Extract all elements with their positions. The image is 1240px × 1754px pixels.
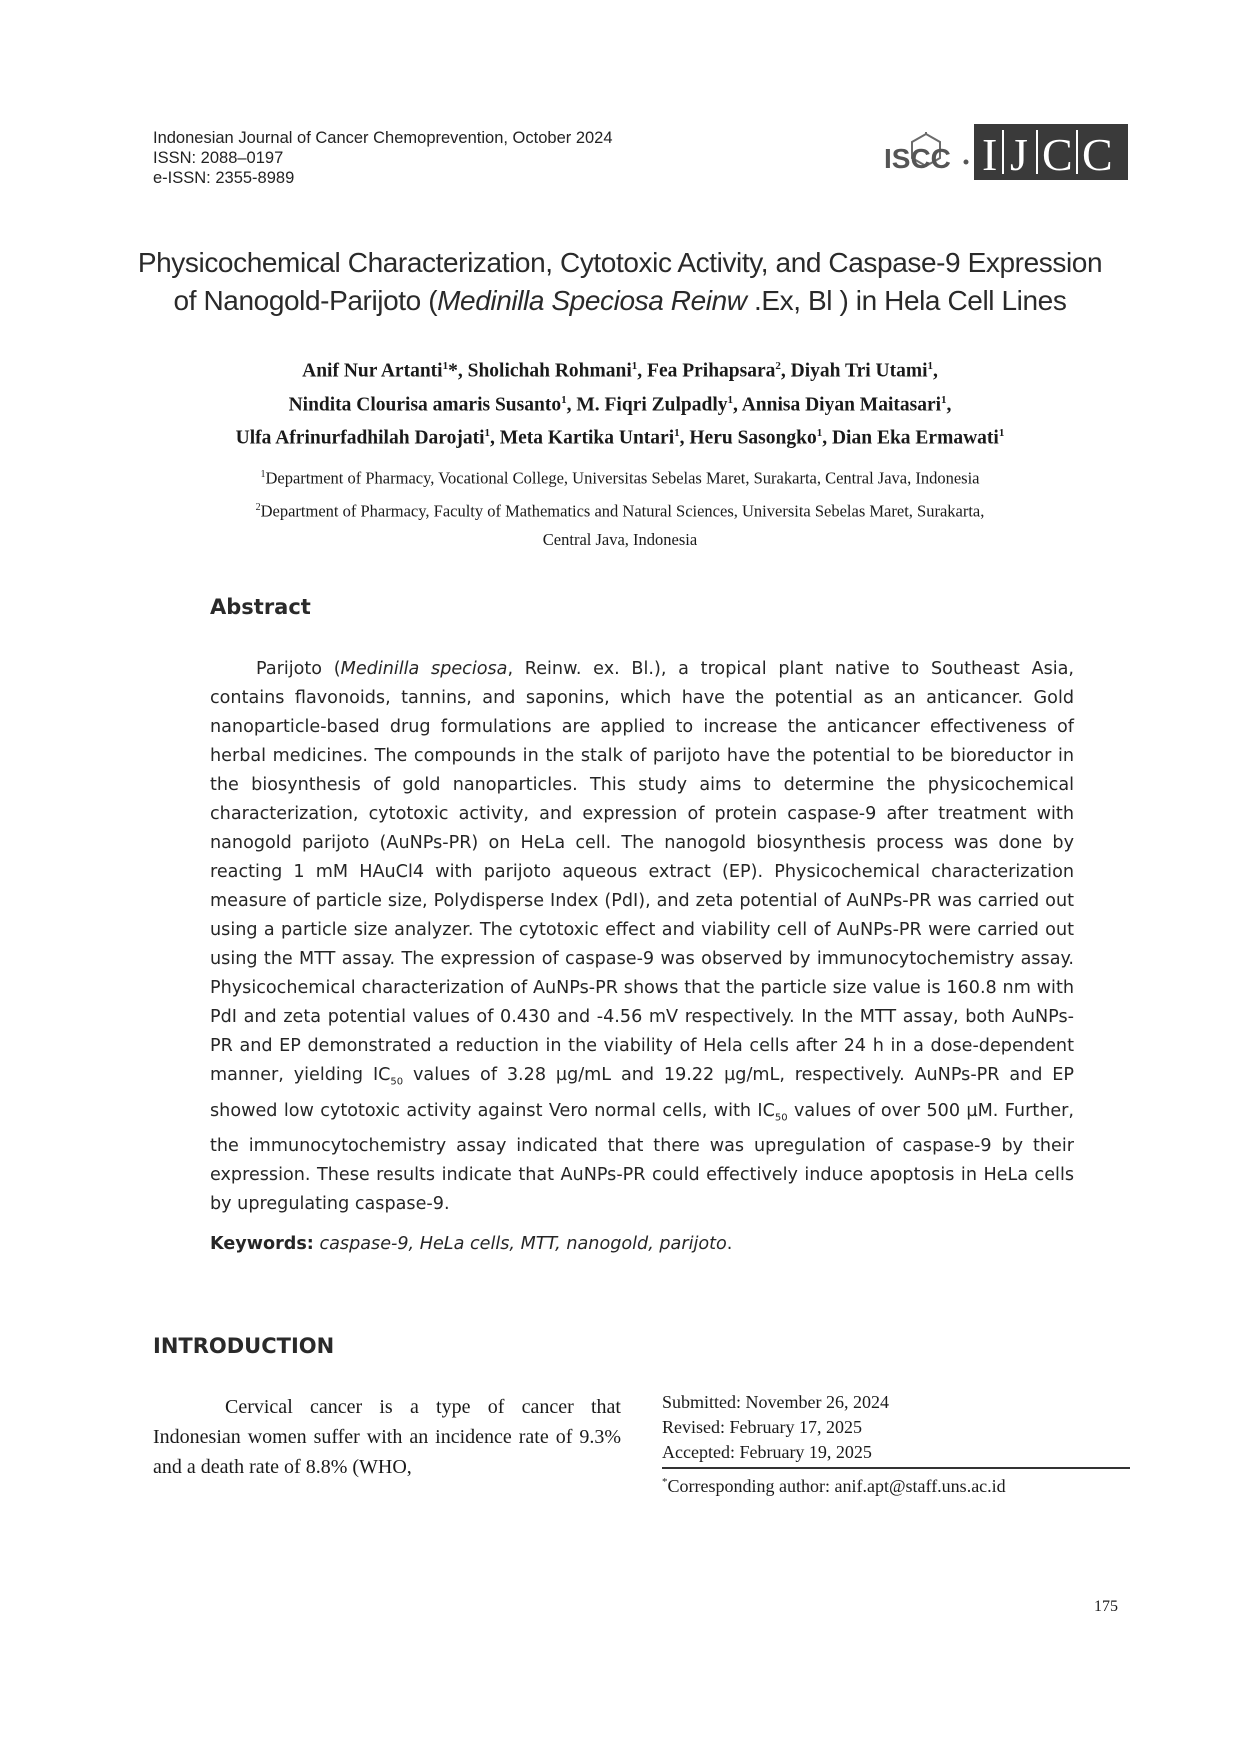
title-line-2: of Nanogold-Parijoto (Medinilla Speciosa Reinw .Ex, Bl ) in Hela Cell Lines xyxy=(173,285,1067,316)
abstract-paragraph: Parijoto (Medinilla speciosa, Reinw. ex. Bl.), a tropical plant native to Southeast Asia, contains flavonoids, tannins, and saponins, which have the potential as an anticancer. Gold nanoparticle-based drug formulations are applied to increase the anticancer effectiveness of herbal medicines. The compounds in the stalk of parijoto have the potential to be bioreductor in the biosynthesis of gold nanoparticles. This study aims to determine the physicochemical characterization, cytotoxic activity, and expression of protein caspase-9 after treatment with nanogold parijoto (AuNPs-PR) on HeLa cell. The nanogold biosynthesis process was done by reacting 1 mM HAuCl4 with parijoto aqueous extract (EP). Physicochemical characterization measure of particle size, Polydisperse Index (PdI), and zeta potential of AuNPs-PR was carried out using a particle size analyzer. The cytotoxic effect and viability cell of AuNPs-PR were carried out using the MTT assay. The expression of caspase-9 was observed by immunocytochemistry assay. Physicochemical characterization of AuNPs-PR shows that the particle size value is 160.8 nm with PdI and zeta potential values of 0.430 and -4.56 mV respectively. In the MTT assay, both AuNPs-PR and EP demonstrated a reduction in the viability of Hela cells after 24 h in a dose-dependent manner, yielding $IC_{50}$ values of 3.28 µg/mL and 19.22 µg/mL, respectively. AuNPs-PR and EP showed low cytotoxic activity against Vero normal cells, with $IC_{50}$ values of over 500 µM. Further, the immunocytochemistry assay indicated that there was upregulation of caspase-9 by their expression. These results indicate that AuNPs-PR could effectively induce apoptosis in HeLa cells by upregulating caspase-9. xyxy=(210,659,1075,1215)
affiliation-2-cont: Central Java, Indonesia xyxy=(542,530,698,549)
keywords-values: caspase-9, HeLa cells, MTT, nanogold, parijoto xyxy=(319,1234,727,1254)
author-line-2: Nindita Clourisa amaris Susanto$^1$, M. Fiqri Zulpadly$^1$, Annisa Diyan Maitasari$^1$, xyxy=(288,393,952,415)
svg-text:ISCC: ISCC xyxy=(884,143,951,174)
corresponding-author: *Corresponding author: anif.apt@staff.uns.ac.id xyxy=(662,1476,1006,1496)
date-accepted: Accepted: February 19, 2025 xyxy=(662,1442,872,1462)
date-submitted: Submitted: November 26, 2024 xyxy=(662,1392,889,1412)
issn: ISSN: 2088–0197 xyxy=(153,149,284,167)
introduction-text: Cervical cancer is a type of cancer that Indonesian women suffer with an incidence rate of 9.3% and a death rate of 8.8% (WHO, xyxy=(153,1396,621,1478)
author-line-3: Ulfa Afrinurfadhilah Darojati$^1$, Meta Kartika Untari$^1$, Heru Sasongko$^1$, Dian Eka Ermawati$^1$ xyxy=(235,427,1005,449)
keywords-label: Keywords: xyxy=(210,1234,314,1254)
author-list xyxy=(130,352,1110,453)
ijcc-logo xyxy=(974,124,1128,180)
svg-text:J: J xyxy=(1010,129,1028,180)
author-line-1: Anif Nur Artanti$^1$*, Sholichah Rohmani$^1$, Fea Prihapsara$^2$, Diyah Tri Utami$^1$, xyxy=(302,360,938,382)
affiliations xyxy=(150,460,1090,554)
title-line-1: Physicochemical Characterization, Cytotoxic Activity, and Caspase-9 Expression xyxy=(137,247,1103,278)
page-number: 175 xyxy=(1094,1598,1118,1615)
eissn: e-ISSN: 2355-8989 xyxy=(153,169,295,187)
journal-header xyxy=(153,128,613,188)
svg-text:I: I xyxy=(982,129,998,180)
svg-text:C: C xyxy=(1082,129,1113,180)
affiliation-1: $^1$Department of Pharmacy, Vocational College, Universitas Sebelas Maret, Surakarta, Central Java, Indonesia xyxy=(260,468,980,488)
date-revised: Revised: February 17, 2025 xyxy=(662,1417,862,1437)
submission-dates xyxy=(662,1390,889,1465)
journal-name: Indonesian Journal of Cancer Chemoprevention, October 2024 xyxy=(153,129,613,147)
footnote-divider xyxy=(662,1467,1130,1469)
introduction-heading: INTRODUCTION xyxy=(153,1334,335,1358)
affiliation-2: $^2$Department of Pharmacy, Faculty of Mathematics and Natural Sciences, Universita Sebelas Maret, Surakarta, xyxy=(255,501,985,520)
iscc-logo xyxy=(882,132,974,180)
abstract-body xyxy=(210,655,1074,1219)
abstract-heading: Abstract xyxy=(210,595,311,619)
paper-title xyxy=(130,244,1110,320)
keywords: Keywords: caspase-9, HeLa cells, MTT, nanogold, parijoto. xyxy=(210,1234,733,1254)
svg-text:C: C xyxy=(1042,129,1073,180)
